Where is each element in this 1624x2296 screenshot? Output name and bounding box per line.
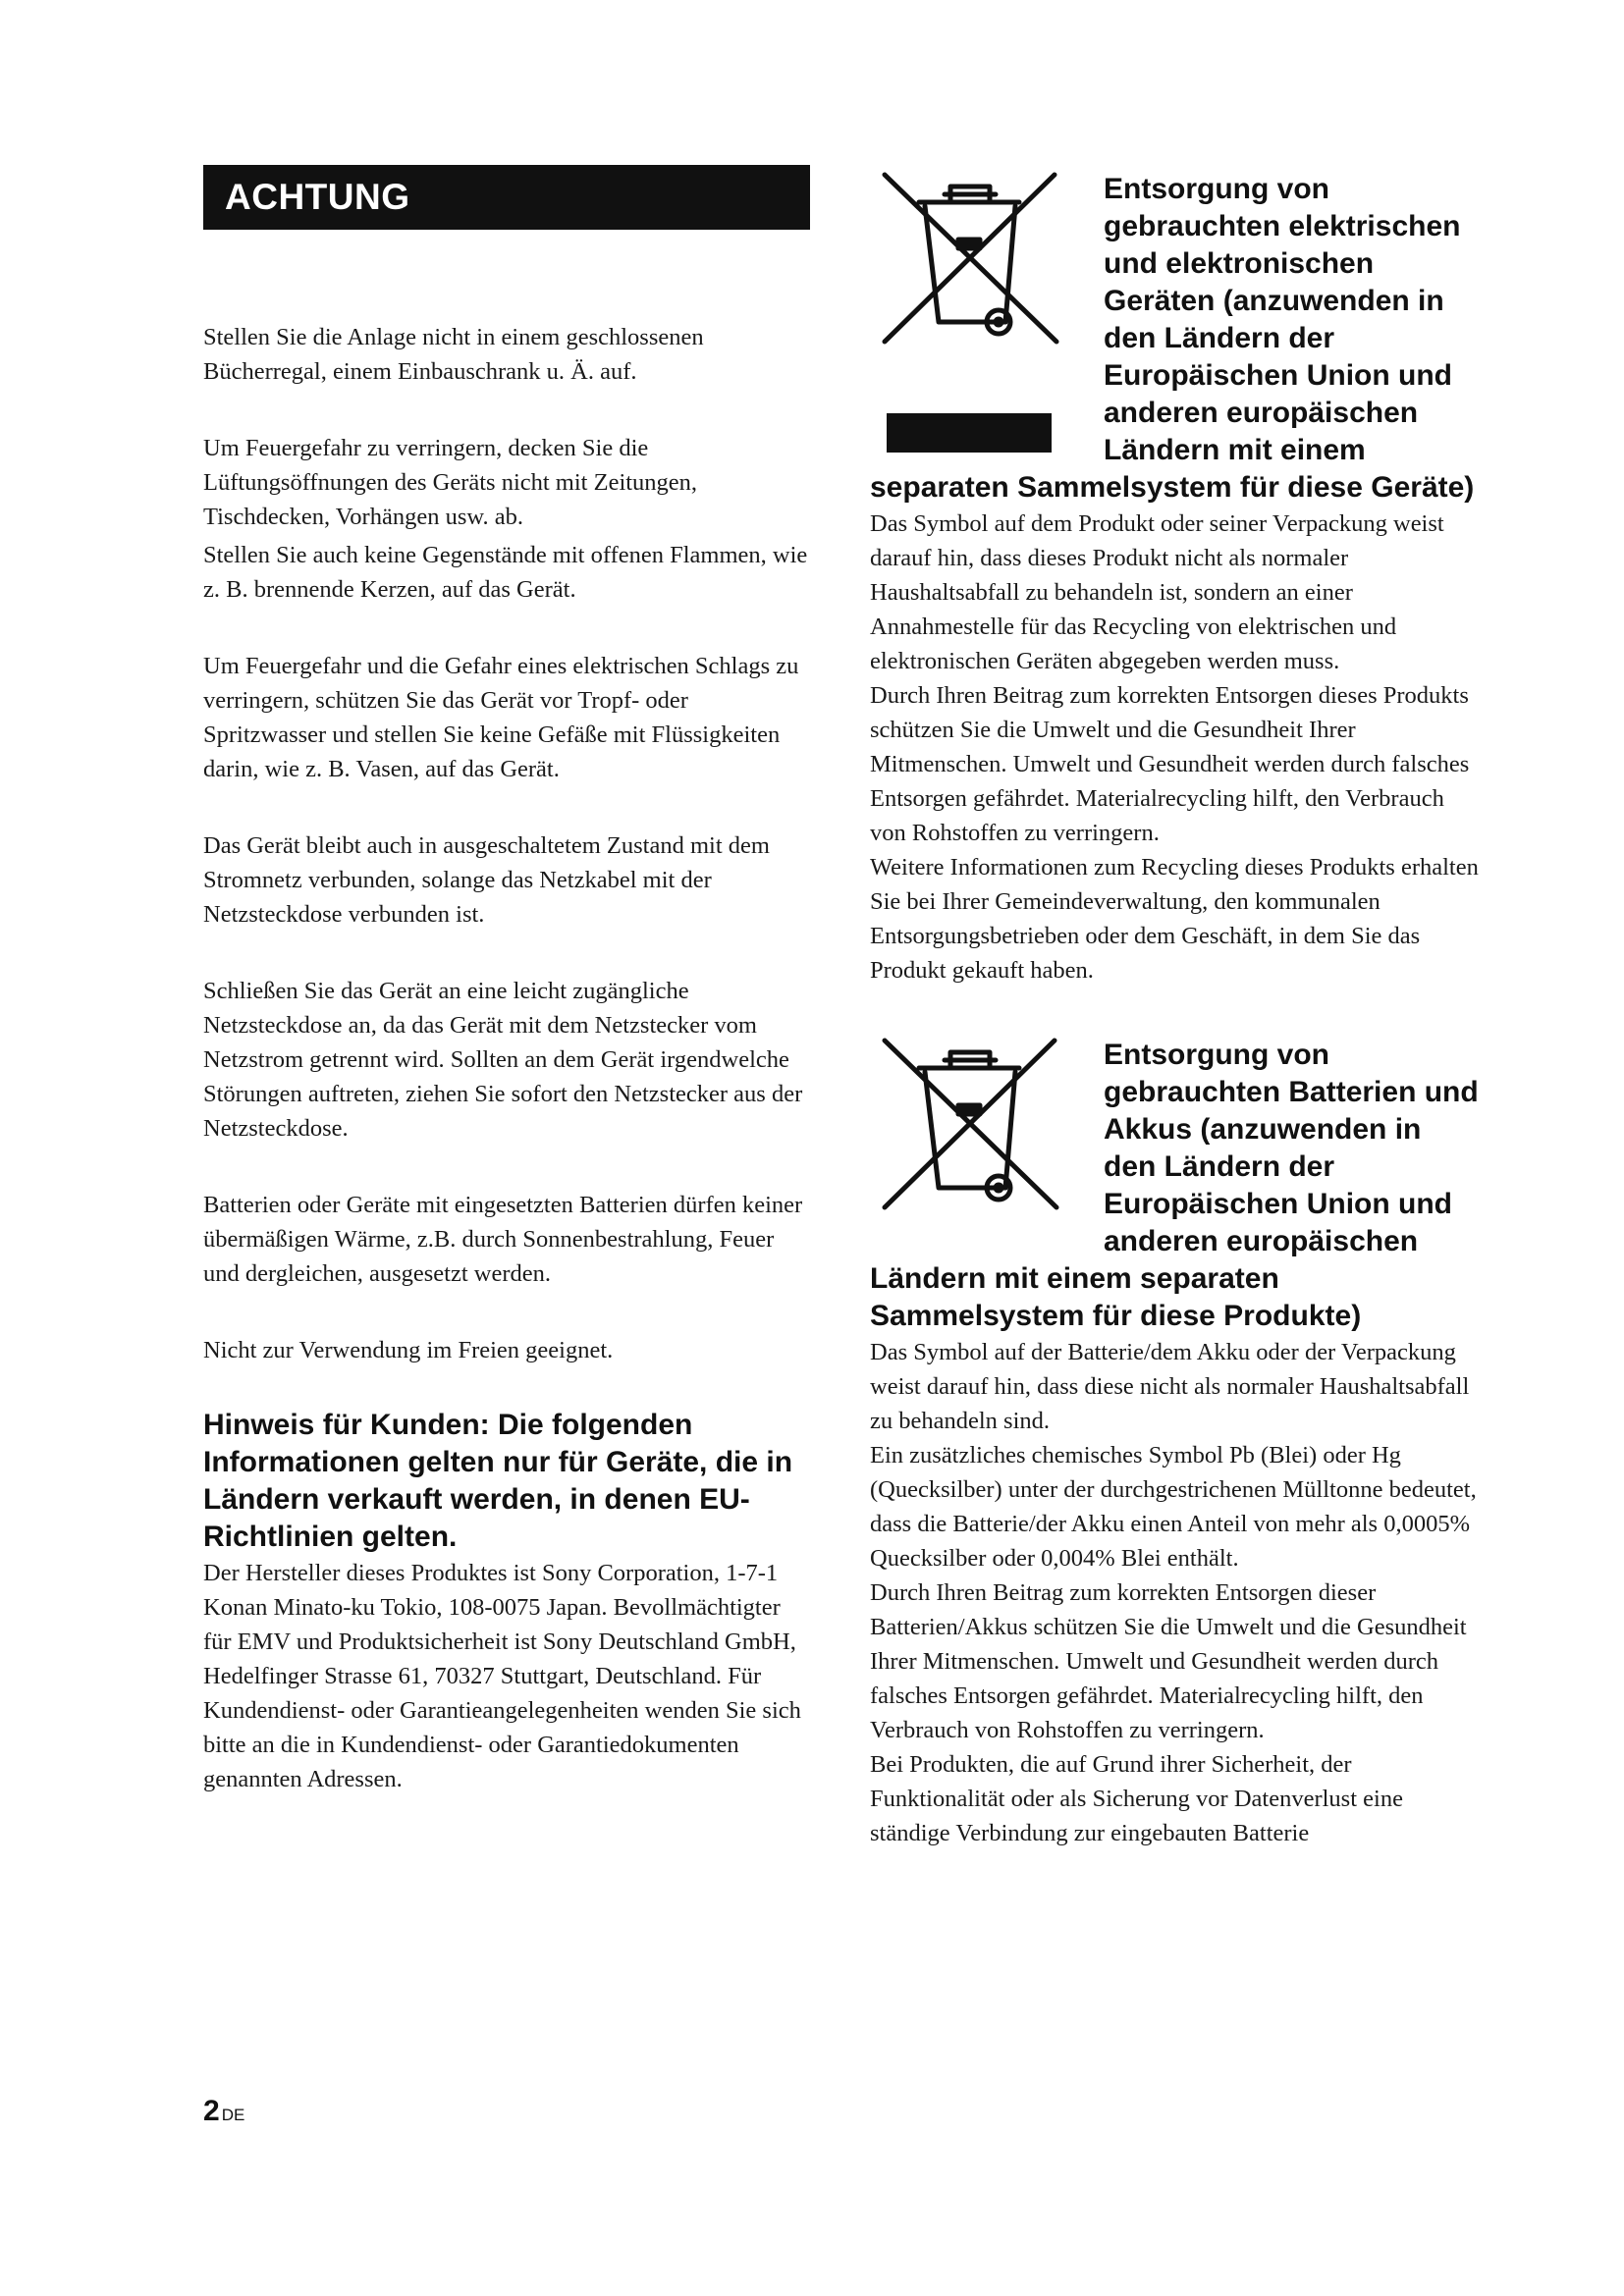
page-number-value: 2	[203, 2095, 220, 2127]
hinweis-heading: Hinweis für Kunden: Die folgenden Informationen gelten nur für Geräte, die in Ländern verkauft werden, in denen EU-Richtlinien gelten.	[203, 1409, 793, 1553]
crossed-out-wheelie-bin-icon	[870, 165, 1066, 351]
battery-paragraph-contribution: Durch Ihren Beitrag zum korrekten Entsorgen dieser Batterien/Akkus schützen Sie die Umwelt und die Gesundheit Ihrer Mitmenschen. Umwelt und Gesundheit werden durch falsches Entsorgen gefährdet. Materialrecycling hilft, den Verbrauch von Rohstoffen zu verringern.	[870, 1579, 1467, 1743]
weee-paragraph-contribution: Durch Ihren Beitrag zum korrekten Entsorgen dieses Produkts schützen Sie die Umwelt und die Gesundheit Ihrer Mitmenschen. Umwelt und Gesundheit werden durch falsches Entsorgen gefährdet. Materialrecycling hilft, den Verbrauch von Rohstoffen zu verringern.	[870, 682, 1470, 846]
weee-heading-continued: separaten Sammelsystem für diese Geräte)	[870, 471, 1475, 504]
page-number	[203, 2095, 244, 2128]
paragraph-water: Um Feuergefahr und die Gefahr eines elektrischen Schlags zu verringern, schützen Sie das Gerät vor Tropf- oder Spritzwasser und stellen Sie keine Gefäße mit Flüssigkeiten darin, wie z. B. Vasen, auf das Gerät.	[203, 653, 799, 782]
date-mark-bar	[887, 413, 1052, 453]
paragraph-ventilation: Um Feuergefahr zu verringern, decken Sie die Lüftungsöffnungen des Geräts nicht mit Zeitungen, Tischdecken, Vorhängen usw. ab.	[203, 435, 698, 530]
battery-paragraph-products: Bei Produkten, die auf Grund ihrer Sicherheit, der Funktionalität oder als Sicherung vor Datenverlust eine ständige Verbindung zur eingebauten Batterie	[870, 1751, 1403, 1846]
battery-paragraph-symbol: Das Symbol auf der Batterie/dem Akku oder der Verpackung weist darauf hin, dass diese nicht als normaler Haushaltsabfall zu behandeln sind.	[870, 1339, 1470, 1434]
weee-heading-block	[870, 165, 1479, 469]
weee-heading-right: Entsorgung von gebrauchten elektrischen und elektronischen Geräten (anzuwenden in den Ländern der Europäischen Union und anderen europäischen Ländern mit einem	[1104, 173, 1461, 466]
language-code: DE	[221, 2106, 245, 2124]
paragraph-power-connection: Das Gerät bleibt auch in ausgeschaltetem Zustand mit dem Stromnetz verbunden, solange das Netzkabel mit der Netzsteckdose verbunden ist.	[203, 832, 770, 928]
paragraph-socket: Schließen Sie das Gerät an eine leicht zugängliche Netzsteckdose an, da das Gerät mit dem Netzstecker vom Netzstrom getrennt wird. Sollten an dem Gerät irgendwelche Störungen auftreten, ziehen Sie sofort den Netzstecker aus der Netzsteckdose.	[203, 978, 803, 1142]
weee-paragraph-information: Weitere Informationen zum Recycling dieses Produkts erhalten Sie bei Ihrer Gemeindeverwaltung, den kommunalen Entsorgungsbetrieben oder dem Geschäft, in dem Sie das Produkt gekauft haben.	[870, 854, 1479, 984]
battery-heading-right: Entsorgung von gebrauchten Batterien und Akkus (anzuwenden in den Ländern der Europäischen Union und anderen europäischen	[1104, 1039, 1479, 1257]
paragraph-battery-heat: Batterien oder Geräte mit eingesetzten Batterien dürfen keiner übermäßigen Wärme, z.B. durch Sonnenbestrahlung, Feuer und dergleichen, ausgesetzt werden.	[203, 1192, 803, 1287]
right-column	[870, 165, 1479, 1850]
weee-paragraph-symbol: Das Symbol auf dem Produkt oder seiner Verpackung weist darauf hin, dass dieses Produkt nicht als normaler Haushaltsabfall zu behandeln ist, sondern an einer Annahmestelle für das Recycling von elektrischen und elektronischen Geräten abgegeben werden muss.	[870, 510, 1444, 674]
battery-paragraph-chemical: Ein zusätzliches chemisches Symbol Pb (Blei) oder Hg (Quecksilber) unter der durchgestrichenen Mülltonne bedeutet, dass die Batterie/der Akku einen Anteil von mehr als 0,0005% Quecksilber oder 0,004% Blei enthält.	[870, 1442, 1477, 1572]
crossed-out-wheelie-bin-icon	[870, 1031, 1066, 1217]
battery-heading-block	[870, 1031, 1479, 1260]
achtung-banner: ACHTUNG	[203, 165, 810, 230]
hinweis-body: Der Hersteller dieses Produktes ist Sony Corporation, 1-7-1 Konan Minato-ku Tokio, 108-0075 Japan. Bevollmächtigter für EMV und Produktsicherheit ist Sony Deutschland GmbH, Hedelfinger Strasse 61, 70327 Stuttgart, Deutschland. Für Kundendienst- oder Garantieangelegenheiten wenden Sie sich bitte an die in Kundendienst- oder Garantiedokumenten genannten Adressen.	[203, 1560, 801, 1792]
left-column	[203, 165, 810, 1796]
paragraph-outdoor: Nicht zur Verwendung im Freien geeignet.	[203, 1337, 614, 1363]
paragraph-placement: Stellen Sie die Anlage nicht in einem geschlossenen Bücherregal, einem Einbauschrank u. Ä. auf.	[203, 324, 704, 385]
paragraph-open-flames: Stellen Sie auch keine Gegenstände mit offenen Flammen, wie z. B. brennende Kerzen, auf das Gerät.	[203, 542, 808, 603]
battery-heading-continued: Ländern mit einem separaten Sammelsystem für diese Produkte)	[870, 1262, 1362, 1332]
